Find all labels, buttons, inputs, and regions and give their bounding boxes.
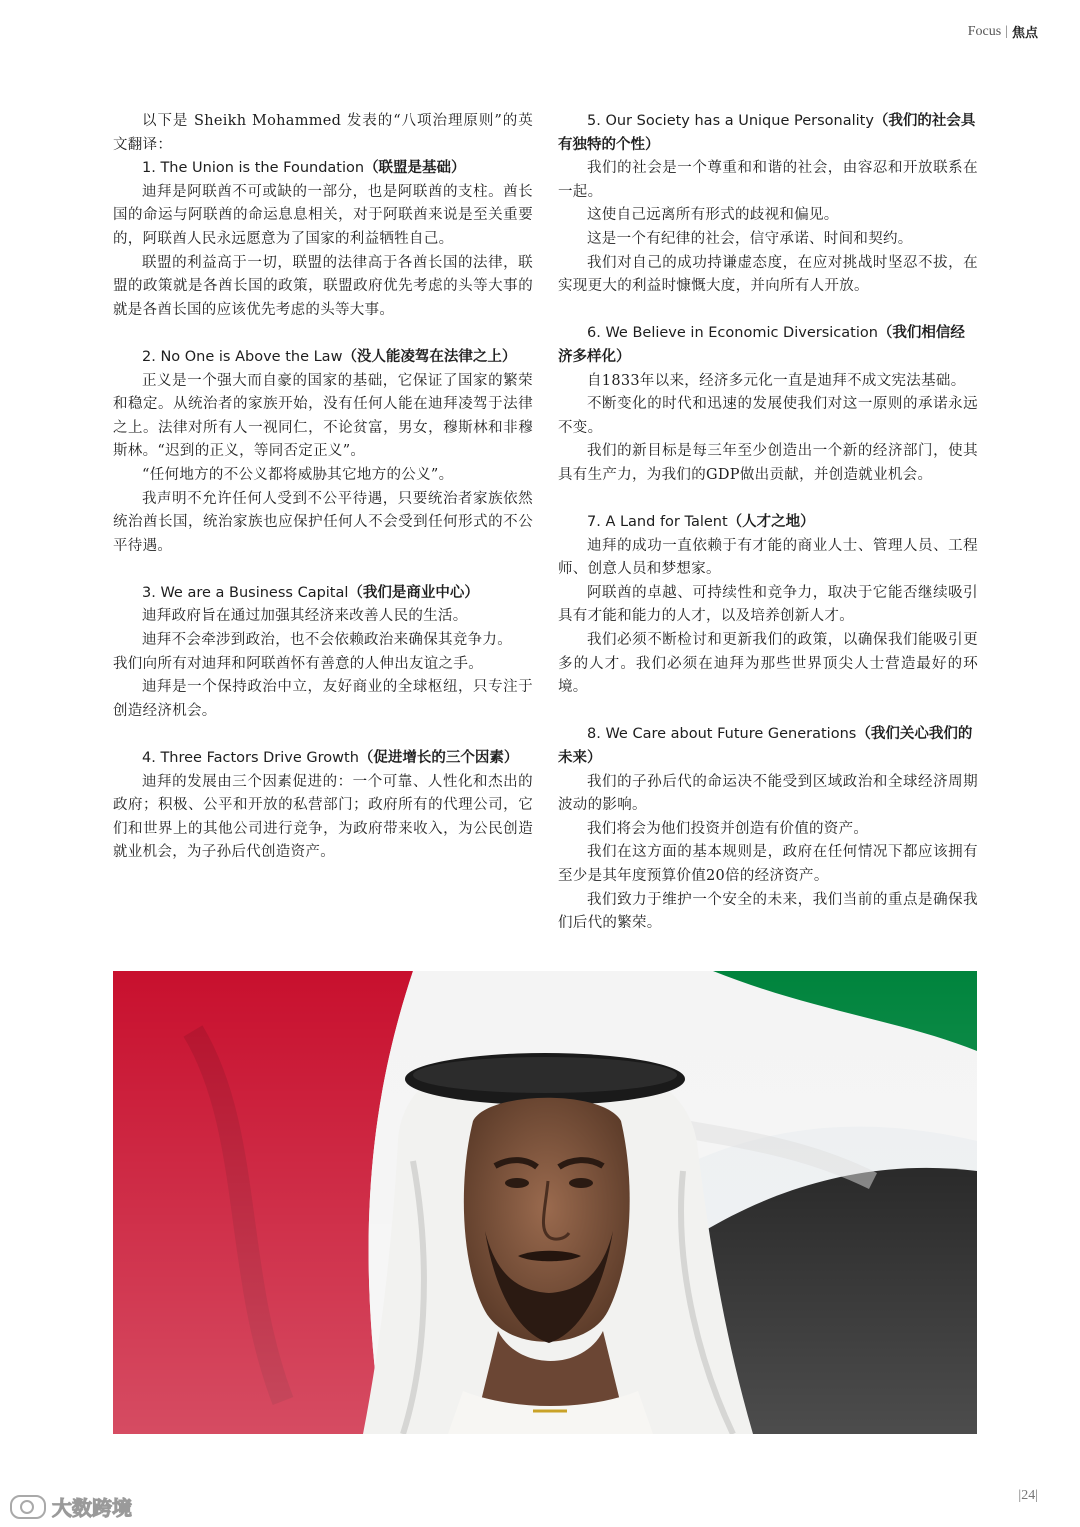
body-paragraph: 迪拜是一个保持政治中立，友好商业的全球枢纽，只专注于创造经济机会。 bbox=[113, 679, 533, 719]
heading-cn: （联盟是基础） bbox=[364, 160, 466, 177]
portrait-photo bbox=[113, 971, 977, 1434]
header-separator: | bbox=[1005, 23, 1008, 39]
body-paragraph: 我们将会为他们投资并创造有价值的资产。 bbox=[587, 820, 869, 837]
heading-en: 6. We Believe in Economic Diversication bbox=[587, 325, 878, 342]
body-paragraph: 我声明不允许任何人受到不公平待遇，只要统治者家族依然统治酋长国，统治家族也应保护任何人不会受到任何形式的不公平待遇。 bbox=[113, 490, 533, 554]
heading-en: 1. The Union is the Foundation bbox=[142, 160, 365, 177]
heading-en: 5. Our Society has a Unique Personality bbox=[587, 113, 874, 129]
body-paragraph: 阿联酋的卓越、可持续性和竞争力，取决于它能否继续吸引具有才能和能力的人才，以及培养创新人才。 bbox=[558, 584, 978, 625]
body-paragraph: 迪拜政府旨在通过加强其经济来改善人民的生活。 bbox=[142, 608, 468, 625]
principle-section bbox=[113, 157, 533, 322]
principle-heading bbox=[113, 157, 533, 181]
principle-heading bbox=[558, 322, 978, 369]
heading-cn: （我们相信经济多样化） bbox=[558, 325, 965, 365]
heading-cn: （促进增长的三个因素） bbox=[358, 750, 519, 767]
watermark-text: 大数跨境 bbox=[52, 1496, 132, 1520]
principle-section bbox=[558, 110, 978, 299]
principle-section bbox=[113, 346, 533, 558]
principle-section bbox=[113, 747, 533, 865]
watermark bbox=[10, 1492, 132, 1521]
body-paragraph: 不断变化的时代和迅速的发展使我们对这一原则的承诺永远不变。 bbox=[558, 396, 978, 436]
heading-en: 7. A Land for Talent bbox=[587, 514, 728, 531]
body-paragraph: 迪拜不会牵涉到政治，也不会依赖政治来确保其竞争力。 bbox=[142, 632, 512, 649]
principle-section bbox=[558, 723, 978, 935]
body-paragraph: 我们在这方面的基本规则是，政府在任何情况下都应该拥有至少是其年度预算价值20倍的经济资产。 bbox=[558, 844, 978, 884]
intro-paragraph: 以下是 Sheikh Mohammed 发表的“八项治理原则”的英文翻译： bbox=[113, 113, 533, 153]
principle-heading bbox=[113, 747, 533, 771]
body-paragraph: 我们的新目标是每三年至少创造出一个新的经济部门，使其具有生产力，为我们的GDP做出贡献，并创造就业机会。 bbox=[558, 443, 978, 483]
body-paragraph: 自1833年以来，经济多元化一直是迪拜不成文宪法基础。 bbox=[587, 372, 966, 389]
section-label-cn: 焦点 bbox=[1011, 26, 1038, 41]
body-paragraph: 迪拜是阿联酋不可或缺的一部分，也是阿联酋的支柱。酋长国的命运与阿联酋的命运息息相关，对于阿联酋来说是至关重要的，阿联酋人民永远愿意为了国家的利益牺牲自己。 bbox=[113, 183, 533, 247]
heading-en: 2. No One is Above the Law bbox=[142, 348, 343, 365]
running-header bbox=[968, 22, 1038, 41]
left-text-column bbox=[113, 110, 533, 865]
page-number-value: 24 bbox=[1021, 1488, 1036, 1503]
heading-cn: （我们关心我们的未来） bbox=[558, 726, 973, 767]
body-paragraph: 联盟的利益高于一切，联盟的法律高于各酋长国的法律，联盟的政策就是各酋长国的政策，联盟政府优先考虑的头等大事的就是各酋长国的应该优先考虑的头等大事。 bbox=[113, 254, 533, 318]
body-paragraph: “任何地方的不公义都将威胁其它地方的公义”。 bbox=[142, 466, 454, 483]
heading-cn: （人才之地） bbox=[727, 514, 815, 531]
right-text-column bbox=[558, 110, 978, 936]
heading-cn: （我们是商业中心） bbox=[348, 584, 479, 601]
heading-cn: （没人能凌驾在法律之上） bbox=[342, 348, 517, 365]
section-label-en: Focus bbox=[967, 23, 1002, 39]
principle-heading bbox=[558, 511, 978, 535]
watermark-logo-icon bbox=[10, 1495, 46, 1519]
body-paragraph: 迪拜的发展由三个因素促进的：一个可靠、人性化和杰出的政府；积极、公平和开放的私营部门；政府所有的代理公司，它们和世界上的其他公司进行竞争，为政府带来收入，为公民创造就业机会，为子孙后代创造资产。 bbox=[113, 773, 533, 861]
body-paragraph: 我们向所有对迪拜和阿联酋怀有善意的人伸出友谊之手。 bbox=[113, 655, 483, 672]
principle-section bbox=[113, 582, 533, 724]
body-paragraph: 这是一个有纪律的社会，信守承诺、时间和契约。 bbox=[587, 230, 913, 247]
body-paragraph: 我们对自己的成功持谦虚态度，在应对挑战时坚忍不拔，在实现更大的利益时慷慨大度，并向所有人开放。 bbox=[558, 254, 978, 295]
heading-en: 4. Three Factors Drive Growth bbox=[142, 750, 359, 767]
principle-heading bbox=[558, 110, 978, 157]
heading-en: 8. We Care about Future Generations bbox=[587, 726, 857, 743]
body-paragraph: 我们的子孙后代的命运决不能受到区域政治和全球经济周期波动的影响。 bbox=[558, 773, 978, 814]
principle-heading bbox=[113, 346, 533, 370]
principle-section bbox=[558, 322, 978, 487]
body-paragraph: 我们致力于维护一个安全的未来，我们当前的重点是确保我们后代的繁荣。 bbox=[558, 891, 978, 932]
page-number: |24| bbox=[1018, 1488, 1038, 1503]
body-paragraph: 这使自己远离所有形式的歧视和偏见。 bbox=[587, 207, 839, 224]
principle-heading bbox=[113, 582, 533, 606]
principle-heading bbox=[558, 723, 978, 770]
body-paragraph: 迪拜的成功一直依赖于有才能的商业人士、管理人员、工程师、创意人员和梦想家。 bbox=[558, 537, 978, 578]
principle-section bbox=[558, 511, 978, 700]
heading-en: 3. We are a Business Capital bbox=[142, 584, 349, 601]
body-paragraph: 我们必须不断检讨和更新我们的政策，以确保我们能吸引更多的人才。我们必须在迪拜为那些世界顶尖人士营造最好的环境。 bbox=[558, 632, 978, 696]
body-paragraph: 我们的社会是一个尊重和和谐的社会，由容忍和开放联系在一起。 bbox=[558, 160, 978, 200]
portrait-photo-icon bbox=[113, 971, 977, 1434]
body-paragraph: 正义是一个强大而自豪的国家的基础，它保证了国家的繁荣和稳定。从统治者的家族开始，没有任何人能在迪拜凌驾于法律之上。法律对所有人一视同仁，不论贫富，男女，穆斯林和非穆斯林。“迟到的正义，等同否定正义”。 bbox=[113, 372, 533, 460]
heading-cn: （我们的社会具有独特的个性） bbox=[558, 113, 976, 153]
